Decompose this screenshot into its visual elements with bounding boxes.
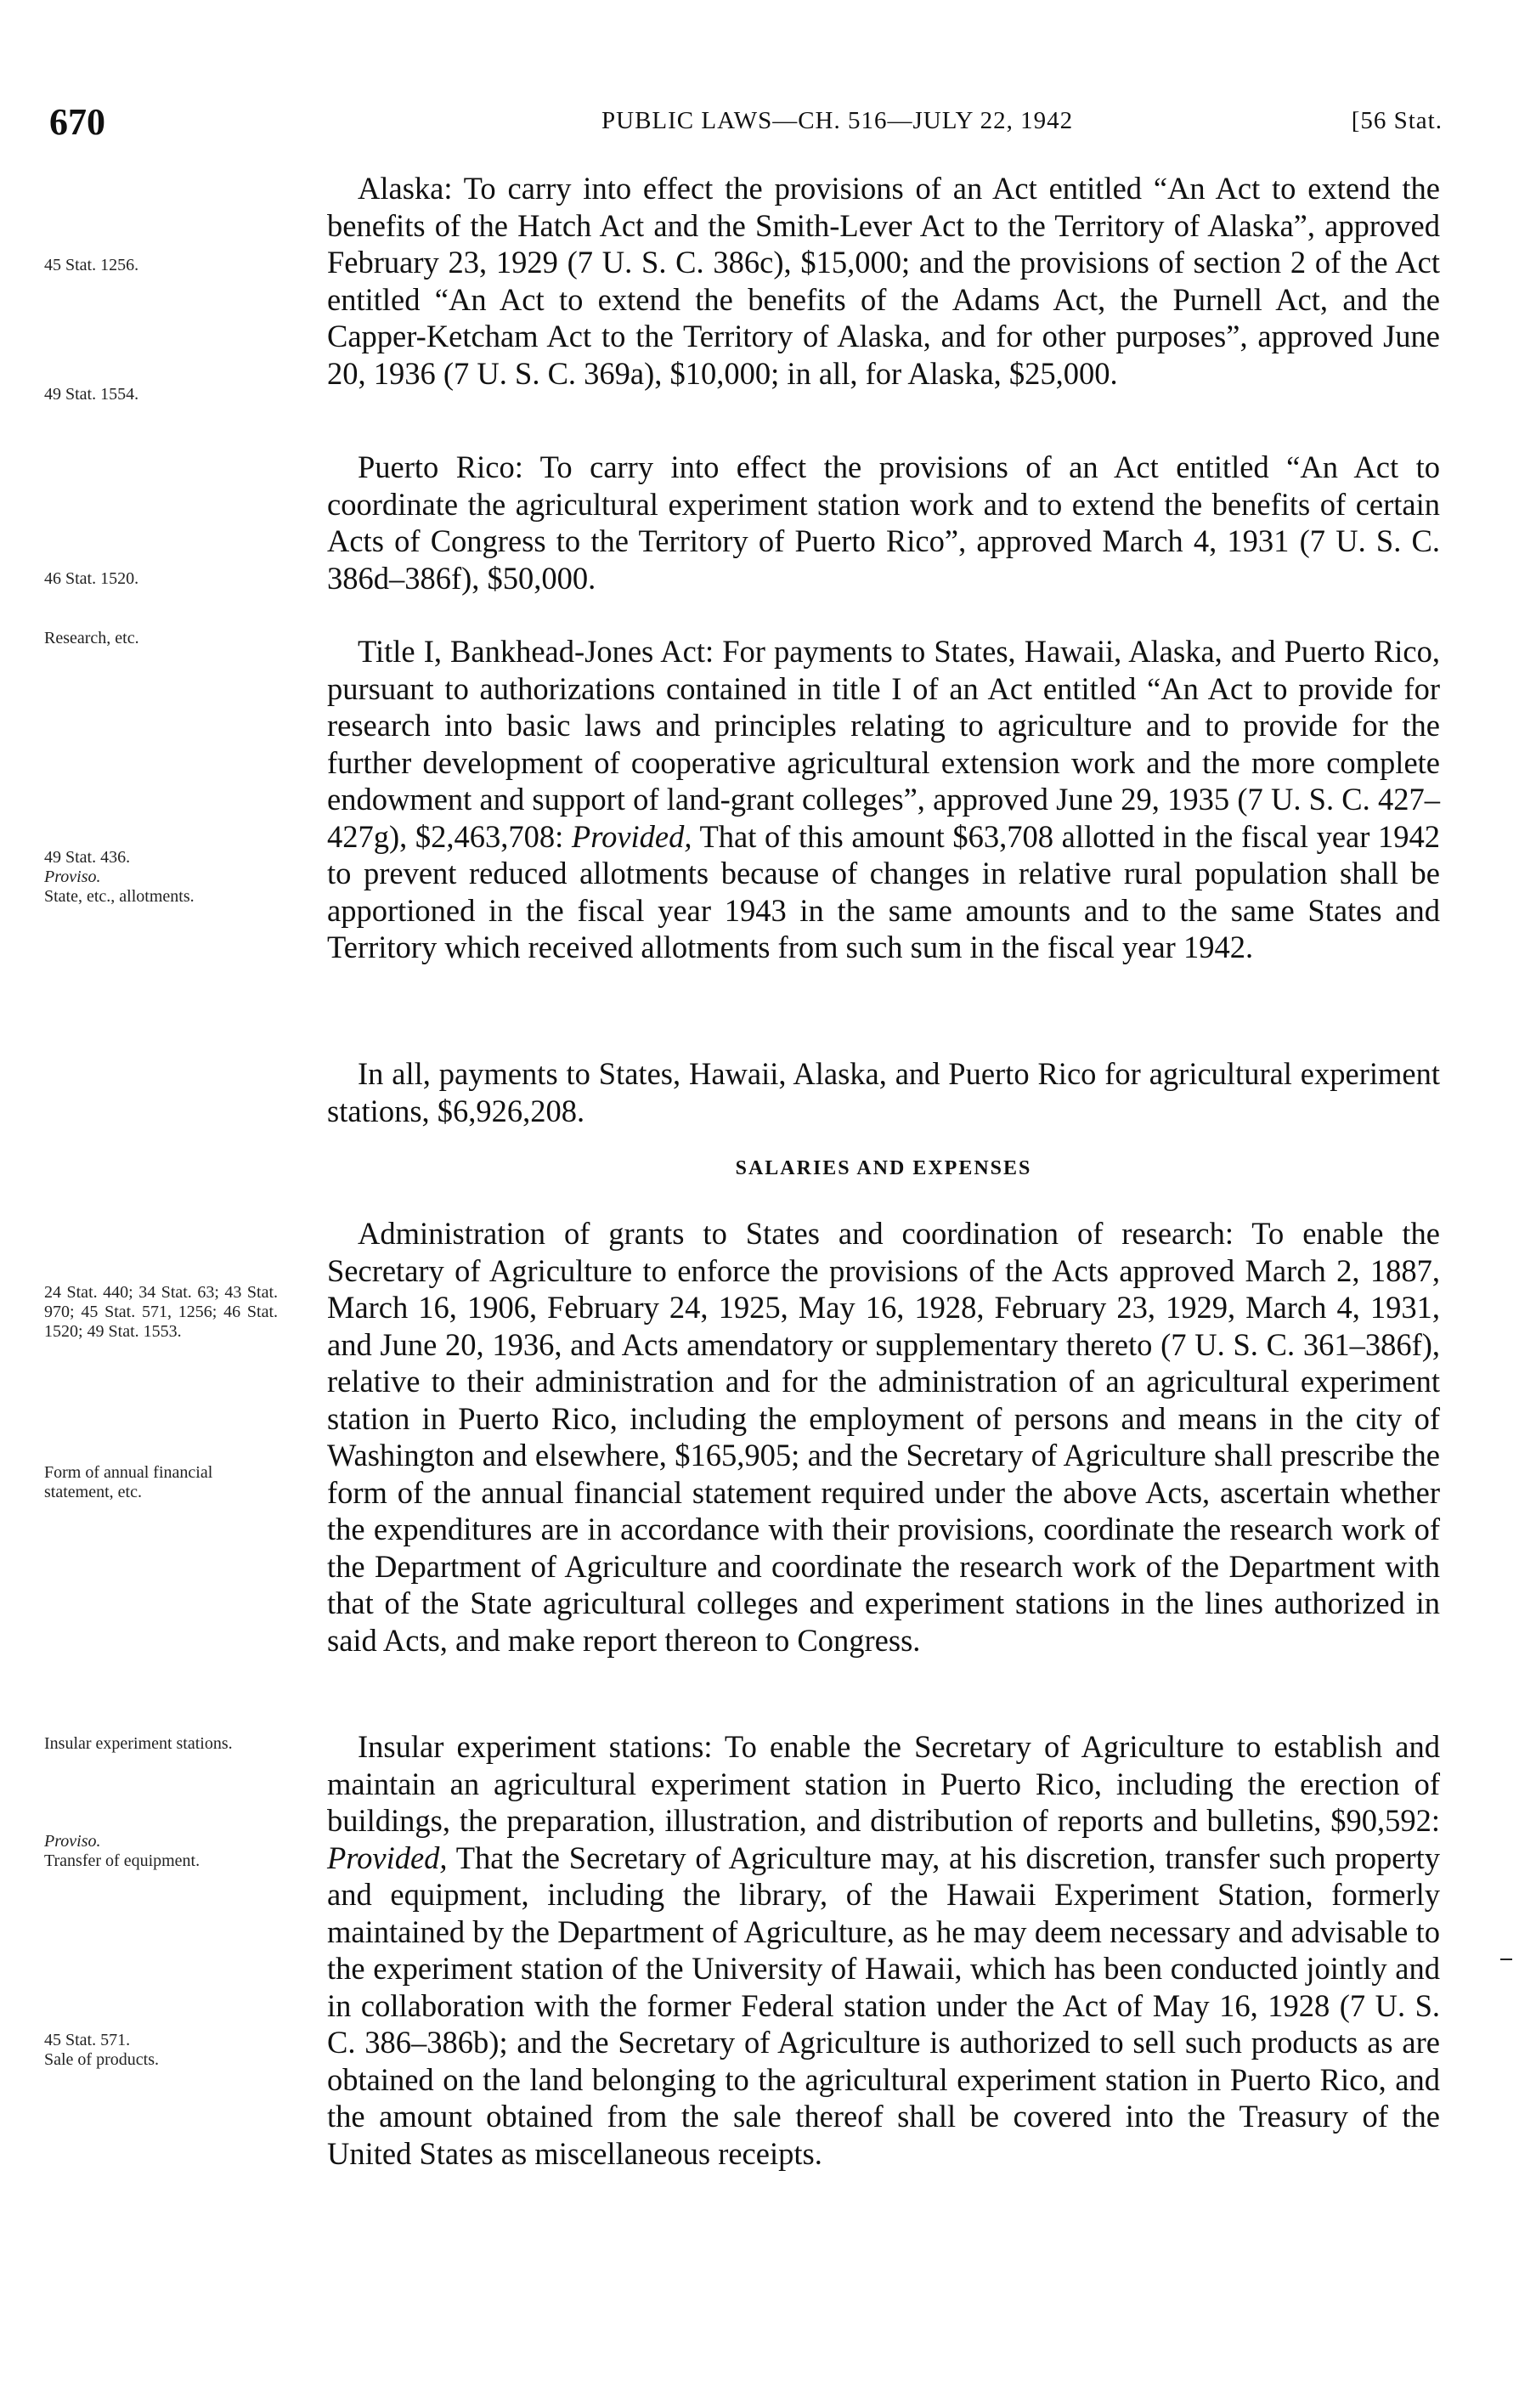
margin-note: 24 Stat. 440; 34 Stat. 63; 43 Stat. 970; 45 Stat. 571, 1256; 46 Stat. 1520; 49 Stat. 1553.	[44, 1283, 278, 1341]
margin-note: Insular experiment stations.	[44, 1734, 233, 1753]
margin-note-proviso: Proviso.	[44, 868, 101, 886]
volume-citation: [56 Stat.	[1351, 107, 1443, 134]
margin-note: 49 Stat. 1554.	[44, 385, 139, 404]
margin-note: 45 Stat. 571.	[44, 2031, 131, 2049]
paragraph-bankhead-jones: Title I, Bankhead-Jones Act: For payments to States, Hawaii, Alaska, and Puerto Rico, pursuant to authorizations contained in title I of an Act entitled “An Act to provide for research into basic laws and principles relating to agriculture and to provide for the further development of cooperative agricultural extension work and the more complete endowment and support of land-grant colleges”, approved June 29, 1935 (7 U. S. C. 427–427g), $2,463,708: Provided, That of this amount $63,708 allotted in the fiscal year 1942 to prevent reduced allotments because of changes in relative rural population shall be apportioned in the fiscal year 1943 in the same amounts and to the same States and Territory which received allotments from such sum in the fiscal year 1942.	[327, 634, 1441, 964]
margin-note: Sale of products.	[44, 2050, 159, 2069]
section-heading: SALARIES AND EXPENSES	[735, 1157, 1032, 1179]
page-header	[49, 100, 1443, 143]
page-number: 670	[49, 101, 105, 143]
paragraph-administration: Administration of grants to States and coordination of research: To enable the Secretary of Agriculture to enforce the provisions of the Acts approved March 2, 1887, March 16, 1906, February 24, 1925, May 16, 1928, February 23, 1929, March 4, 1931, and June 20, 1936, and Acts amendatory or supplementary thereto (7 U. S. C. 361–386f), relative to their administration and for the administration of an agricultural experiment station in Puerto Rico, including the employment of persons and means in the city of Washington and elsewhere, $165,905; and the Secretary of Agriculture shall prescribe the form of the annual financial statement required under the above Acts, ascertain whether the expenditures are in accordance with their provisions, coordinate the research work of the Department of Agriculture and coordinate the research work of the Department with that of the State agricultural colleges and experiment stations in the lines authorized in said Acts, and make report thereon to Congress.	[327, 1216, 1440, 1658]
margin-note: Form of annual financial statement, etc.	[44, 1463, 213, 1501]
paragraph-total-payments: In all, payments to States, Hawaii, Alaska, and Puerto Rico for agricultural experiment stations, $6,926,208.	[327, 1056, 1440, 1128]
margin-note: Research, etc.	[44, 629, 139, 647]
running-title: PUBLIC LAWS—CH. 516—JULY 22, 1942	[601, 107, 1074, 134]
paragraph-alaska: Alaska: To carry into effect the provisions of an Act entitled “An Act to extend the benefits of the Hatch Act and the Smith-Lever Act to the Territory of Alaska”, approved February 23, 1929 (7 U. S. C. 386c), $15,000; and the provisions of section 2 of the Act entitled “An Act to extend the benefits of the Adams Act, the Purnell Act, and the Capper-Ketcham Act to the Territory of Alaska, and for other purposes”, approved June 20, 1936 (7 U. S. C. 369a), $10,000; in all, for Alaska, $25,000.	[327, 171, 1440, 391]
margin-note-proviso: Proviso.	[44, 1832, 101, 1851]
margin-tick-mark	[1500, 1959, 1512, 1960]
margin-note: 45 Stat. 1256.	[44, 256, 139, 274]
paragraph-insular-stations: Insular experiment stations: To enable the Secretary of Agriculture to establish and maintain an agricultural experiment station in Puerto Rico, including the erection of buildings, the preparation, illustration, and distribution of reports and bulletins, $90,592: Provided, That the Secretary of Agriculture may, at his discretion, transfer such property and equipment, including the library, of the Hawaii Experiment Station, formerly maintained by the Department of Agriculture, as he may deem necessary and advisable to the experiment station of the University of Hawaii, which has been conducted jointly and in collaboration with the former Federal station under the Act of May 16, 1928 (7 U. S. C. 386–386b); and the Secretary of Agriculture is authorized to sell such products as are obtained on the land belonging to the agricultural experiment station in Puerto Rico, and the amount obtained from the sale thereof shall be covered into the Treasury of the United States as miscellaneous receipts.	[327, 1729, 1440, 2171]
paragraph-puerto-rico: Puerto Rico: To carry into effect the provisions of an Act entitled “An Act to coordinate the agricultural experiment station work and to extend the benefits of certain Acts of Congress to the Territory of Puerto Rico”, approved March 4, 1931 (7 U. S. C. 386d–386f), $50,000.	[327, 449, 1440, 596]
margin-note: 46 Stat. 1520.	[44, 569, 139, 588]
margin-note: 49 Stat. 436.	[44, 848, 131, 867]
margin-note: State, etc., allotments.	[44, 887, 195, 906]
margin-note: Transfer of equipment.	[44, 1851, 200, 1870]
